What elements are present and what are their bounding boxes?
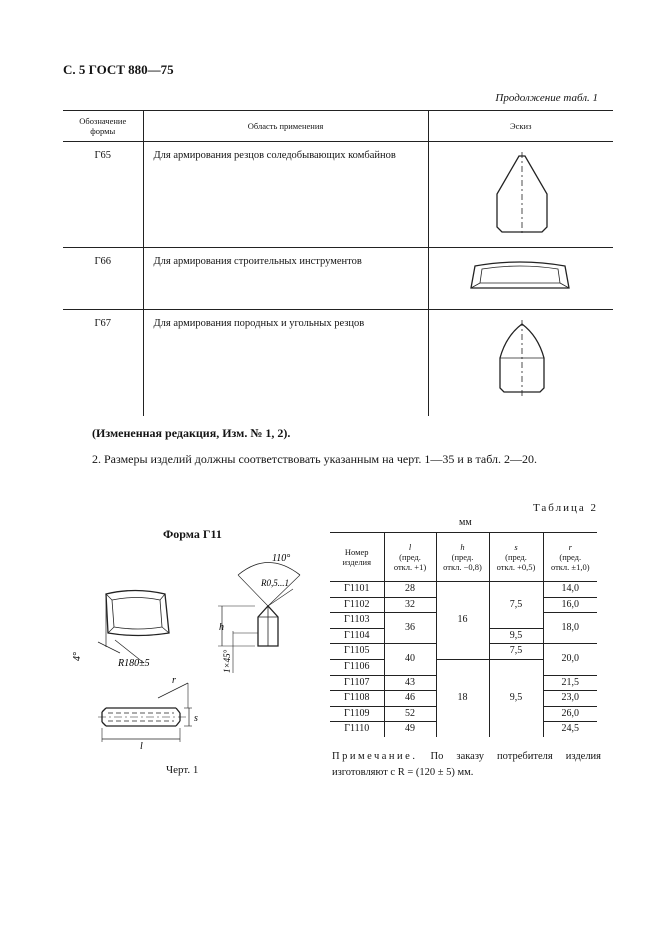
r180-label: R180±5: [118, 658, 150, 669]
header-line: откл. +1): [393, 562, 427, 573]
sketch-g66-drawing: [430, 256, 615, 302]
form-code: Г66: [63, 248, 143, 310]
header-symbol: s: [514, 541, 518, 552]
col-header-sketch: Эскиз: [428, 111, 613, 142]
r-value: 24,5: [543, 722, 597, 737]
l-value: 52: [384, 706, 436, 722]
col-header-h: [436, 533, 489, 582]
l-value: 32: [384, 597, 436, 613]
header-line: (пред.: [505, 551, 527, 562]
figure-caption: Черт. 1: [166, 764, 199, 776]
units-label: мм: [459, 517, 472, 528]
header-line: откл. ±1,0): [550, 562, 590, 573]
table-row: [63, 310, 613, 416]
item-number: Г1102: [330, 597, 384, 613]
header-line: изделия: [342, 557, 372, 567]
page-header: С. 5 ГОСТ 880—75: [63, 62, 174, 77]
r-value: 23,0: [543, 691, 597, 707]
header-line: (пред.: [399, 551, 421, 562]
figure-drawing: [68, 545, 328, 755]
l-value: 40: [384, 644, 436, 675]
l-label: l: [140, 741, 143, 752]
form-code: Г67: [94, 318, 112, 329]
item-number: Г1103: [330, 613, 384, 629]
forms-table: [63, 110, 613, 416]
header-symbol: l: [408, 541, 412, 552]
r-value: 21,5: [543, 675, 597, 691]
h-value: 18: [436, 659, 489, 736]
header-line: откл. +0,5): [496, 562, 536, 573]
col-header-l: [384, 533, 436, 582]
r-value: 16,0: [543, 597, 597, 613]
r-value: 18,0: [543, 613, 597, 644]
header-symbol: h: [460, 541, 465, 552]
table-divider: [428, 396, 429, 414]
s-value: 7,5: [489, 644, 543, 660]
form-area: Для армирования резцов соледобывающих комбайнов: [143, 142, 428, 248]
h-label: h: [219, 622, 224, 633]
continuation-label: Продолжение табл. 1: [495, 92, 598, 104]
note-label: Примечание.: [332, 751, 418, 762]
sketch-g65-drawing: [430, 150, 615, 240]
r-value: 26,0: [543, 706, 597, 722]
s-value: 9,5: [489, 659, 543, 736]
item-number: Г1109: [330, 706, 384, 722]
figure-title: Форма Г11: [163, 527, 222, 541]
r-label: r: [172, 675, 176, 686]
header-line: откл. −0,8): [443, 562, 482, 573]
s-value: 9,5: [489, 628, 543, 644]
dimensions-table: [330, 532, 597, 737]
item-number: Г1110: [344, 723, 370, 735]
header-symbol: r: [568, 541, 572, 552]
angle-4-label: 4°: [72, 652, 83, 661]
table-divider: [143, 396, 144, 414]
sketch-g67-drawing: [430, 318, 615, 408]
table-row: [330, 582, 597, 598]
l-value: 28: [384, 582, 436, 598]
s-value: 7,5: [489, 582, 543, 629]
col-header-area: Область применения: [143, 111, 428, 142]
header-line: (пред.: [451, 551, 474, 562]
sketch-g65: [428, 142, 613, 248]
top-view: [98, 591, 169, 664]
item-number: Г1101: [330, 582, 384, 598]
form-area: Для армирования строительных инструментов: [143, 248, 428, 310]
header-line: (пред.: [559, 551, 582, 562]
col-header-s: [489, 533, 543, 582]
item-number: Г1107: [330, 675, 384, 691]
l-value: 46: [384, 691, 436, 707]
paragraph-2: 2. Размеры изделий должны соответствовать указанным на черт. 1—35 и в табл. 2—20.: [92, 452, 538, 466]
item-number: Г1106: [330, 659, 384, 675]
item-number: Г1105: [330, 644, 384, 660]
side-view: [98, 683, 192, 742]
l-value: 43: [384, 675, 436, 691]
r-value: 20,0: [543, 644, 597, 675]
r-value: 14,0: [543, 582, 597, 598]
table-row: [63, 248, 613, 310]
col-header-number: [330, 533, 384, 582]
edition-note: (Измененная редакция, Изм. № 1, 2).: [92, 426, 291, 440]
l-value: 49: [384, 722, 436, 737]
table-note: [332, 749, 601, 781]
angle-label: 110°: [272, 553, 291, 564]
sketch-g66: [428, 248, 613, 310]
item-number: Г1108: [330, 691, 384, 707]
form-code: Г65: [63, 142, 143, 248]
l-value: 36: [384, 613, 436, 644]
table2-caption: Таблица 2: [532, 502, 598, 514]
col-header-form: Обозначение формы: [63, 111, 143, 142]
h-value: 16: [436, 582, 489, 660]
chamfer-label: 1×45°: [222, 649, 232, 673]
item-number: Г1104: [330, 628, 384, 644]
tip-radius-label: R0,5...1: [261, 578, 289, 588]
form-area: Для армирования породных и угольных резцов: [143, 310, 428, 416]
note-text: По заказу потребителя изделия изготовляют с R = (120 ± 5) мм.: [332, 751, 602, 778]
col-header-r: [543, 533, 597, 582]
sketch-g67: [428, 310, 613, 416]
table-row: [63, 142, 613, 248]
s-label: s: [194, 713, 198, 724]
header-line: Номер: [344, 546, 369, 557]
